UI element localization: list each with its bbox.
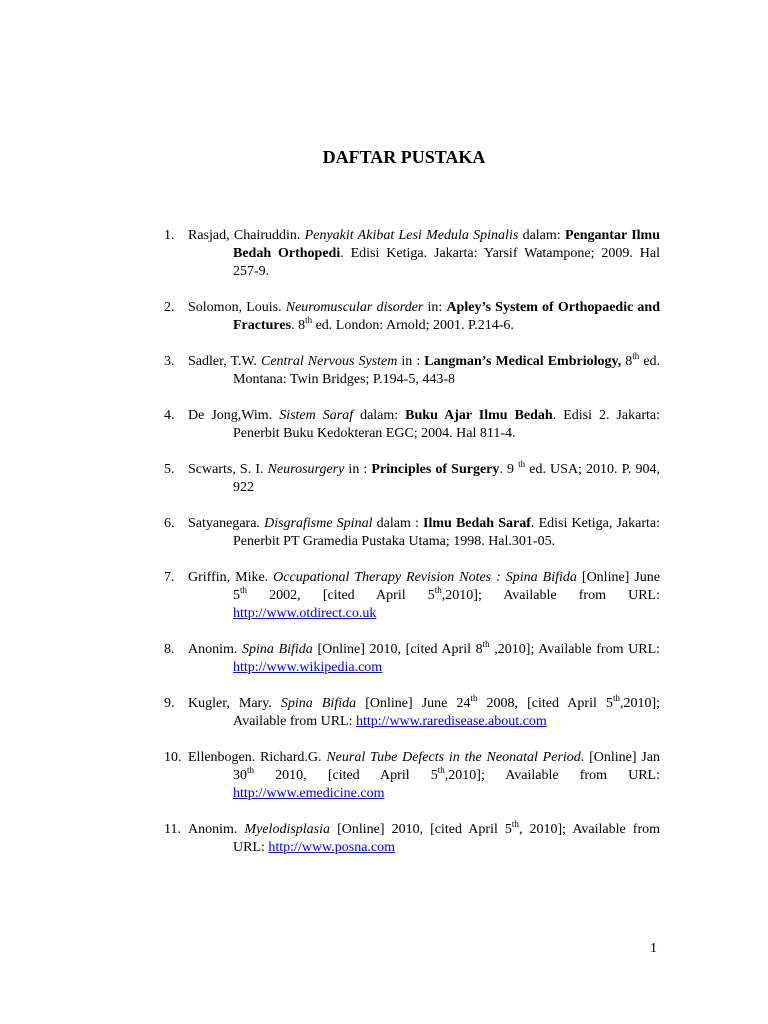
reference-source: Langman’s Medical Embriology,: [424, 354, 622, 369]
reference-number: 4.: [164, 408, 175, 423]
reference-url-link[interactable]: http://www.emedicine.com: [233, 786, 385, 801]
reference-work-title: Occupational Therapy Revision Notes : Spina Bifida: [273, 570, 577, 585]
reference-work-title: Neural Tube Defects in the Neonatal Period: [326, 750, 581, 765]
reference-work-title: Central Nervous System: [260, 354, 398, 369]
reference-author: Satyanegara.: [188, 516, 260, 531]
reference-item: 1. Rasjad, Chairuddin. Penyakit Akibat Lesi Medula Spinalis dalam: Pengantar Ilmu Bedah Orthopedi. Edisi Ketiga. Jakarta: Yarsif Watampone; 2009. Hal 257-9.: [164, 228, 661, 279]
reference-work-title: Neuromuscular disorder: [285, 300, 424, 315]
reference-item: 8. Anonim. Spina Bifida [Online] 2010, [cited April 8th ,2010]; Available from URL: http://www.wikipedia.com: [164, 639, 661, 675]
reference-source: Pengantar Ilmu Bedah Orthopedi: [233, 228, 660, 261]
reference-work-title: Neurosurgery: [267, 462, 345, 477]
reference-item: 9. Kugler, Mary. Spina Bifida [Online] June 24th 2008, [cited April 5th,2010]; Available from URL: http://www.raredisease.about.com: [164, 693, 661, 729]
reference-number: 5.: [164, 462, 175, 477]
reference-url-link[interactable]: http://www.otdirect.co.uk: [233, 606, 377, 621]
reference-author: Griffin, Mike.: [188, 570, 269, 585]
reference-item: 2. Solomon, Louis. Neuromuscular disorder in: Apley’s System of Orthopaedic and Fractures. 8th ed. London: Arnold; 2001. P.214-6.: [164, 300, 660, 333]
reference-number: 1.: [164, 228, 175, 243]
reference-source: Buku Ajar Ilmu Bedah: [405, 408, 553, 423]
reference-author: Ellenbogen. Richard.G.: [188, 750, 322, 765]
reference-author: Anonim.: [188, 822, 238, 837]
reference-work-title: Spina Bifida: [242, 642, 313, 657]
reference-author: Rasjad, Chairuddin.: [188, 228, 301, 243]
reference-item: 11. Anonim. Myelodisplasia [Online] 2010, [cited April 5th, 2010]; Available from URL: http://www.posna.com: [164, 819, 661, 855]
reference-work-title: Disgrafisme Spinal: [264, 516, 373, 531]
reference-number: 2.: [164, 300, 175, 315]
reference-work-title: Penyakit Akibat Lesi Medula Spinalis: [304, 228, 519, 243]
page-number: 1: [650, 941, 657, 956]
reference-item: 7. Griffin, Mike. Occupational Therapy Revision Notes : Spina Bifida [Online] June 5th 2002, [cited April 5th,2010]; Available from URL: http://www.otdirect.co.uk: [164, 570, 660, 621]
reference-source: Apley’s System of Orthopaedic and Fractures: [233, 300, 660, 333]
reference-author: Anonim.: [188, 642, 238, 657]
reference-author: De Jong,Wim.: [188, 408, 273, 423]
reference-number: 11.: [164, 822, 181, 837]
reference-item: 3. Sadler, T.W. Central Nervous System in : Langman’s Medical Embriology, 8th ed. Montana: Twin Bridges; P.194-5, 443-8: [164, 351, 661, 387]
reference-work-title: Spina Bifida: [280, 696, 357, 711]
reference-item: 6. Satyanegara. Disgrafisme Spinal dalam : Ilmu Bedah Saraf. Edisi Ketiga, Jakarta: Penerbit PT Gramedia Pustaka Utama; 1998. Hal.301-05.: [164, 516, 661, 549]
reference-work-title: Sistem Saraf: [279, 408, 354, 423]
page-title: DAFTAR PUSTAKA: [322, 147, 486, 167]
reference-author: Sadler, T.W.: [188, 354, 257, 369]
reference-url-link[interactable]: http://www.posna.com: [268, 840, 396, 855]
reference-source: Ilmu Bedah Saraf: [423, 516, 531, 531]
reference-source: Principles of Surgery: [371, 462, 500, 477]
reference-author: Scwarts, S. I.: [188, 462, 264, 477]
reference-item: 4. De Jong,Wim. Sistem Saraf dalam: Buku Ajar Ilmu Bedah. Edisi 2. Jakarta: Penerbit Buku Kedokteran EGC; 2004. Hal 811-4.: [164, 408, 660, 441]
reference-url-link[interactable]: http://www.wikipedia.com: [233, 660, 383, 675]
reference-number: 3.: [164, 354, 175, 369]
reference-work-title: Myelodisplasia: [244, 822, 331, 837]
reference-number: 10.: [164, 750, 182, 765]
reference-list: [164, 227, 660, 875]
reference-url-link[interactable]: http://www.raredisease.about.com: [356, 714, 547, 729]
reference-item: 5. Scwarts, S. I. Neurosurgery in : Principles of Surgery. 9 $^{th}$ ed. USA; 2010. P. 904, 922: [164, 459, 660, 495]
reference-number: 7.: [164, 570, 175, 585]
reference-author: Solomon, Louis.: [188, 300, 282, 315]
reference-item: 10. Ellenbogen. Richard.G. Neural Tube Defects in the Neonatal Period. [Online] Jan 30th 2010, [cited April 5th,2010]; Available from URL: http://www.emedicine.com: [164, 750, 661, 801]
reference-number: 6.: [164, 516, 175, 531]
reference-number: 9.: [164, 696, 175, 711]
reference-number: 8.: [164, 642, 175, 657]
reference-author: Kugler, Mary.: [188, 696, 272, 711]
